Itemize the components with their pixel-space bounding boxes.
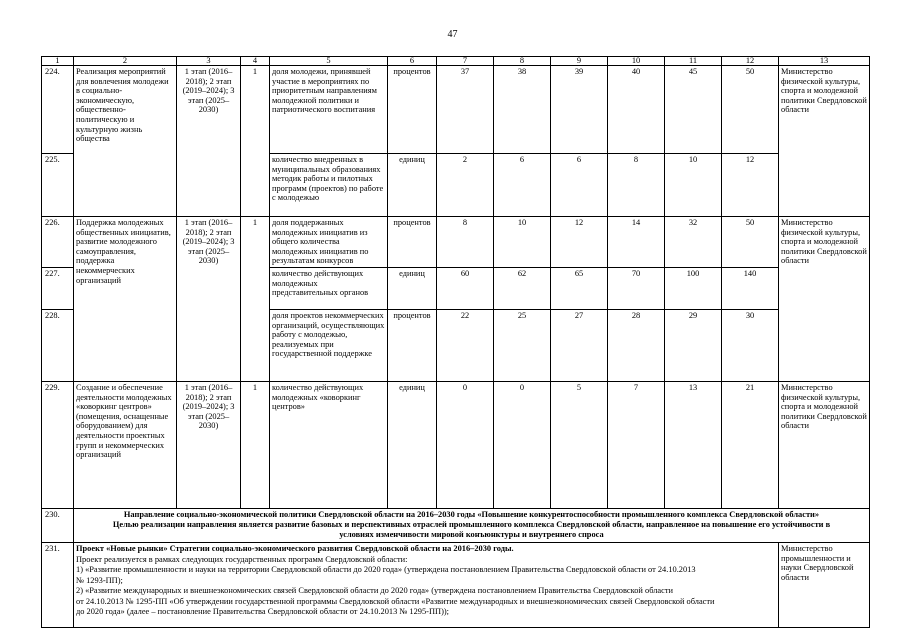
row-number: 225. xyxy=(42,154,74,217)
direction-title: Направление социально-экономической политики Свердловской области на 2016–2030 годы «Повышение конкурентоспособности промышленного комплекса Свердловской области» xyxy=(123,510,820,519)
unit-cell: процентов xyxy=(388,217,437,268)
value-cell: 6 xyxy=(551,154,608,217)
indicator-cell: доля проектов некоммерческих организаций, осуществляющих работу с молодежью, реализуемых при государственной поддержке xyxy=(270,310,388,382)
data-table-container xyxy=(41,56,869,640)
unit-cell: единиц xyxy=(388,154,437,217)
value-cell: 10 xyxy=(665,154,722,217)
header-cell: 13 xyxy=(779,57,870,66)
value-cell: 25 xyxy=(494,310,551,382)
row-number: 230. xyxy=(42,509,74,543)
value-cell: 0 xyxy=(437,382,494,509)
direction-cell xyxy=(74,509,870,543)
project-line: до 2020 года» (далее – постановление Правительства Свердловской области от 24.10.2013 № 1295-ПП)); xyxy=(76,607,449,616)
value-cell: 37 xyxy=(437,66,494,154)
value-cell: 27 xyxy=(551,310,608,382)
value-cell: 8 xyxy=(437,217,494,268)
direction-row xyxy=(42,509,870,543)
value-cell: 2 xyxy=(437,154,494,217)
row-number: 226. xyxy=(42,217,74,268)
target-number-cell: 1 xyxy=(241,217,270,382)
value-cell: 39 xyxy=(551,66,608,154)
value-cell: 13 xyxy=(665,382,722,509)
header-cell: 7 xyxy=(437,57,494,66)
row-number: 228. xyxy=(42,310,74,382)
event-cell: Создание и обеспечение деятельности молодежных «коворкинг центров» (помещения, оснащенные оборудованием) для деятельности проектных групп и некоммерческих организаций xyxy=(74,382,177,509)
direction-goal-continued: условиях изменчивости мировой конъюнктуры и внутреннего спроса xyxy=(339,530,604,539)
header-cell: 1 xyxy=(42,57,74,66)
value-cell: 45 xyxy=(665,66,722,154)
project-title: Проект «Новые рынки» Стратегии социально-экономического развития Свердловской области на 2016–2030 годы. xyxy=(76,544,514,553)
value-cell: 60 xyxy=(437,268,494,310)
value-cell: 50 xyxy=(722,66,779,154)
value-cell: 40 xyxy=(608,66,665,154)
project-description-cell xyxy=(74,543,779,628)
value-cell: 12 xyxy=(722,154,779,217)
stage-cell: 1 этап (2016–2018); 2 этап (2019–2024); 3 этап (2025–2030) xyxy=(177,382,241,509)
project-line: 2) «Развитие международных и внешнеэкономических связей Свердловской области до 2020 года» (утверждена постановлением Правительства Свердловской области xyxy=(76,586,674,595)
indicator-cell: количество действующих молодежных представительных органов xyxy=(270,268,388,310)
value-cell: 62 xyxy=(494,268,551,310)
value-cell: 7 xyxy=(608,382,665,509)
header-cell: 3 xyxy=(177,57,241,66)
ministry-cell: Министерство физической культуры, спорта и молодежной политики Свердловской области xyxy=(779,66,870,217)
ministry-cell: Министерство физической культуры, спорта и молодежной политики Свердловской области xyxy=(779,217,870,382)
value-cell: 6 xyxy=(494,154,551,217)
target-number-cell: 1 xyxy=(241,382,270,509)
header-cell: 9 xyxy=(551,57,608,66)
event-cell: Поддержка молодежных общественных инициатив, развитие молодежного самоуправления, поддержка некоммерческих организаций xyxy=(74,217,177,382)
table-row xyxy=(42,382,870,509)
value-cell: 8 xyxy=(608,154,665,217)
row-number: 224. xyxy=(42,66,74,154)
project-row xyxy=(42,543,870,628)
stage-cell: 1 этап (2016–2018); 2 этап (2019–2024); 3 этап (2025–2030) xyxy=(177,66,241,217)
header-cell: 2 xyxy=(74,57,177,66)
row-number: 227. xyxy=(42,268,74,310)
unit-cell: единиц xyxy=(388,382,437,509)
indicators-table xyxy=(41,56,870,628)
unit-cell: единиц xyxy=(388,268,437,310)
stage-cell: 1 этап (2016–2018); 2 этап (2019–2024); 3 этап (2025–2030) xyxy=(177,217,241,382)
header-cell: 12 xyxy=(722,57,779,66)
project-line: 1) «Развитие промышленности и науки на территории Свердловской области до 2020 года» (утверждена постановлением Правительства Свердловской области от 24.10.2013 xyxy=(76,565,696,574)
value-cell: 65 xyxy=(551,268,608,310)
target-number-cell: 1 xyxy=(241,66,270,217)
header-cell: 11 xyxy=(665,57,722,66)
value-cell: 12 xyxy=(551,217,608,268)
table-row xyxy=(42,217,870,268)
value-cell: 10 xyxy=(494,217,551,268)
row-number: 229. xyxy=(42,382,74,509)
value-cell: 38 xyxy=(494,66,551,154)
row-number: 231. xyxy=(42,543,74,628)
project-line: Проект реализуется в рамках следующих государственных программ Свердловской области: xyxy=(76,554,408,564)
header-row xyxy=(42,57,870,66)
indicator-cell: доля молодежи, принявшей участие в мероприятиях по приоритетным направлениям молодежной политики и патриотического воспитания xyxy=(270,66,388,154)
indicator-cell: количество действующих молодежных «коворкинг центров» xyxy=(270,382,388,509)
ministry-cell: Министерство промышленности и науки Свердловской области xyxy=(779,543,870,628)
value-cell: 32 xyxy=(665,217,722,268)
value-cell: 0 xyxy=(494,382,551,509)
value-cell: 14 xyxy=(608,217,665,268)
value-cell: 21 xyxy=(722,382,779,509)
value-cell: 29 xyxy=(665,310,722,382)
value-cell: 70 xyxy=(608,268,665,310)
unit-cell: процентов xyxy=(388,310,437,382)
header-cell: 10 xyxy=(608,57,665,66)
value-cell: 100 xyxy=(665,268,722,310)
project-line: № 1293-ПП); xyxy=(76,575,123,585)
value-cell: 5 xyxy=(551,382,608,509)
indicator-cell: доля поддержанных молодежных инициатив из общего количества молодежных инициатив по результатам конкурсов xyxy=(270,217,388,268)
indicator-cell: количество внедренных в муниципальных образованиях методик работы и пилотных программ (проектов) по работе с молодежью xyxy=(270,154,388,217)
value-cell: 50 xyxy=(722,217,779,268)
header-cell: 4 xyxy=(241,57,270,66)
project-line: от 24.10.2013 № 1295-ПП «Об утверждении государственной программы Свердловской области «Развитие международных и внешнеэкономических связей Свердловской области xyxy=(76,596,715,606)
value-cell: 30 xyxy=(722,310,779,382)
header-cell: 8 xyxy=(494,57,551,66)
header-cell: 5 xyxy=(270,57,388,66)
event-cell: Реализация мероприятий для вовлечения молодежи в социально-экономическую, общественно-политическую и культурную жизнь общества xyxy=(74,66,177,217)
table-row xyxy=(42,66,870,154)
unit-cell: процентов xyxy=(388,66,437,154)
page-number: 47 xyxy=(447,29,458,40)
direction-goal: Целью реализации направления является развитие базовых и перспективных отраслей промышленного комплекса Свердловской области, направленное на повышение его устойчивости в xyxy=(112,520,831,529)
value-cell: 140 xyxy=(722,268,779,310)
value-cell: 28 xyxy=(608,310,665,382)
value-cell: 22 xyxy=(437,310,494,382)
header-cell: 6 xyxy=(388,57,437,66)
ministry-cell: Министерство физической культуры, спорта и молодежной политики Свердловской области xyxy=(779,382,870,509)
